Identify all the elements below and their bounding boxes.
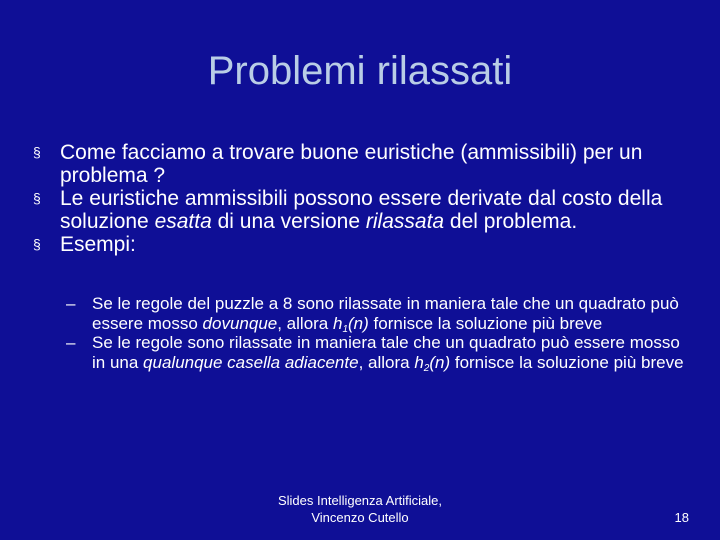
sub-bullet-item	[66, 333, 686, 372]
bullet-list	[30, 141, 700, 256]
sub-bullet-text: Se le regole del puzzle a 8 sono rilassate in maniera tale che un quadrato può essere mosso	[92, 294, 679, 333]
dash-bullet-icon: –	[66, 294, 76, 313]
heuristic-symbol: $h_1(n)$	[332, 313, 369, 335]
dash-bullet-icon: –	[66, 333, 76, 352]
bullet-text: di una versione	[211, 210, 366, 233]
sub-bullet-text: , allora	[277, 313, 333, 333]
sub-bullet-text: fornisce la soluzione più breve	[450, 352, 684, 372]
bullet-item	[30, 233, 700, 256]
emphasis-text: qualunque casella adiacente	[143, 352, 359, 372]
page-number: 18	[674, 510, 689, 525]
slide-footer	[238, 492, 482, 526]
bullet-text: Esempi:	[60, 233, 136, 256]
square-bullet-icon: §	[33, 236, 41, 252]
bullet-text: Come facciamo a trovare buone euristiche (ammissibili) per un problema ?	[60, 141, 643, 187]
bullet-item	[30, 187, 700, 233]
footer-line: Vincenzo Cutello	[311, 510, 409, 525]
emphasis-text: dovunque	[202, 313, 278, 333]
square-bullet-icon: §	[33, 144, 41, 160]
sub-bullet-text: Se le regole sono rilassate in maniera tale che un quadrato può essere mosso in una	[92, 333, 680, 372]
heuristic-subscript: 2	[423, 362, 430, 374]
emphasis-text: esatta	[154, 210, 212, 233]
bullet-item	[30, 141, 700, 187]
sub-bullet-list	[66, 294, 686, 372]
bullet-text: del problema.	[444, 210, 578, 233]
footer-line: Slides Intelligenza Artificiale,	[277, 493, 443, 508]
square-bullet-icon: §	[33, 190, 41, 206]
heuristic-symbol: $h_2(n)$	[414, 352, 451, 374]
sub-bullet-text: , allora	[358, 352, 415, 372]
slide-title: Problemi rilassati	[207, 49, 513, 93]
emphasis-text: rilassata	[365, 210, 445, 233]
heuristic-subscript: 1	[342, 323, 349, 335]
sub-bullet-text: fornisce la soluzione più breve	[368, 313, 603, 333]
sub-bullet-item	[66, 294, 686, 333]
bullet-text: Le euristiche ammissibili possono essere derivate dal costo della soluzione	[60, 187, 663, 233]
